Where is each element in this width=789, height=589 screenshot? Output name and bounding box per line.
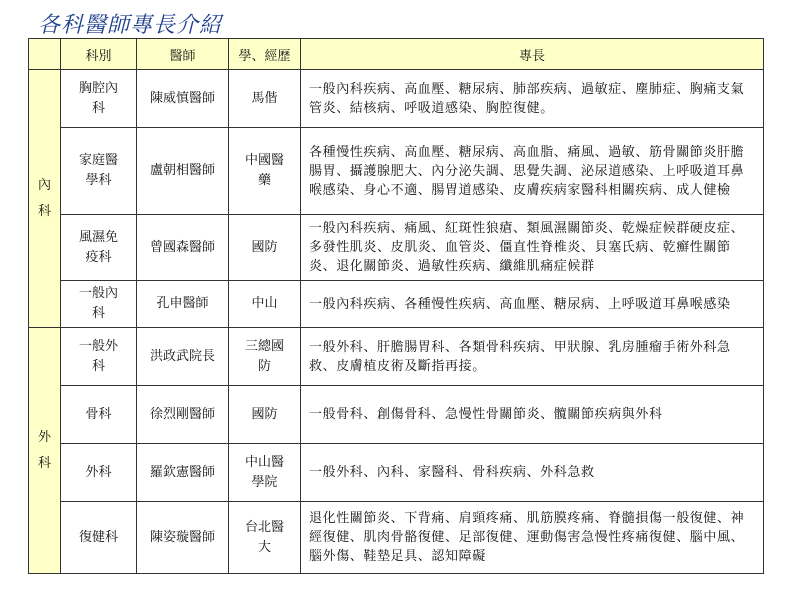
expertise-cell: 一般內科疾病、各種慢性疾病、高血壓、糖尿病、上呼吸道耳鼻喉感染 [301, 281, 764, 328]
specialty-cell: 外科 [61, 444, 137, 502]
expertise-cell: 一般外科、內科、家醫科、骨科疾病、外科急救 [301, 444, 764, 502]
doctor-cell: 陳威慎醫師 [137, 70, 229, 128]
specialty-cell: 一般外科 [61, 328, 137, 386]
specialty-cell: 胸腔內科 [61, 70, 137, 128]
table-header-row [29, 39, 764, 70]
background-cell: 國防 [229, 215, 301, 281]
table-row [29, 328, 764, 386]
doctor-specialty-table [28, 38, 764, 574]
expertise-cell: 一般內科疾病、高血壓、糖尿病、肺部疾病、過敏症、塵肺症、胸痛支氣管炎、結核病、呼吸道感染、胸腔復健。 [301, 70, 764, 128]
dept-surgery: 外科 [29, 328, 61, 574]
table-row [29, 128, 764, 215]
doctor-cell: 盧朝相醫師 [137, 128, 229, 215]
dept-internal-medicine: 內科 [29, 70, 61, 328]
expertise-cell: 退化性關節炎、下背痛、肩頸疼痛、肌筋膜疼痛、脊髓損傷一般復健、神經復健、肌肉骨骼復健、足部復健、運動傷害急慢性疼痛復健、腦中風、腦外傷、鞋墊足具、認知障礙 [301, 502, 764, 574]
background-cell: 中山醫學院 [229, 444, 301, 502]
table-row [29, 215, 764, 281]
table-row [29, 70, 764, 128]
doctor-cell: 洪政武院長 [137, 328, 229, 386]
specialty-cell: 復健科 [61, 502, 137, 574]
expertise-cell: 一般外科、肝膽腸胃科、各類骨科疾病、甲狀腺、乳房腫瘤手術外科急救、皮膚植皮術及斷指再接。 [301, 328, 764, 386]
doctor-cell: 曾國森醫師 [137, 215, 229, 281]
header-specialty: 科別 [61, 39, 137, 70]
doctor-cell: 徐烈剛醫師 [137, 386, 229, 444]
header-expertise: 專長 [301, 39, 764, 70]
expertise-cell: 一般骨科、創傷骨科、急慢性骨關節炎、髖關節疾病與外科 [301, 386, 764, 444]
background-cell: 馬偕 [229, 70, 301, 128]
specialty-cell: 骨科 [61, 386, 137, 444]
expertise-cell: 各種慢性疾病、高血壓、糖尿病、高血脂、痛風、過敏、筋骨關節炎肝膽腸胃、攝護腺肥大、內分泌失調、思覺失調、泌尿道感染、上呼吸道耳鼻喉感染、身心不適、腸胃道感染、皮膚疾病家醫科相關疾病、成人健檢 [301, 128, 764, 215]
doctor-cell: 孔申醫師 [137, 281, 229, 328]
background-cell: 三總國防 [229, 328, 301, 386]
table-row [29, 281, 764, 328]
background-cell: 國防 [229, 386, 301, 444]
header-background: 學、經歷 [229, 39, 301, 70]
expertise-cell: 一般內科疾病、痛風、紅斑性狼瘡、類風濕關節炎、乾燥症候群硬皮症、多發性肌炎、皮肌炎、血管炎、僵直性脊椎炎、貝塞氏病、乾癬性關節炎、退化關節炎、過敏性疾病、纖維肌痛症候群 [301, 215, 764, 281]
doctor-cell: 羅欽憲醫師 [137, 444, 229, 502]
doctor-cell: 陳姿璇醫師 [137, 502, 229, 574]
background-cell: 台北醫大 [229, 502, 301, 574]
background-cell: 中山 [229, 281, 301, 328]
background-cell: 中國醫藥 [229, 128, 301, 215]
table-row [29, 444, 764, 502]
page-title: 各科醫師專長介紹 [38, 13, 223, 38]
header-blank [29, 39, 61, 70]
specialty-cell: 風濕免疫科 [61, 215, 137, 281]
specialty-cell: 家庭醫學科 [61, 128, 137, 215]
table-row [29, 386, 764, 444]
header-doctor: 醫師 [137, 39, 229, 70]
table-row [29, 502, 764, 574]
specialty-cell: 一般內科 [61, 281, 137, 328]
